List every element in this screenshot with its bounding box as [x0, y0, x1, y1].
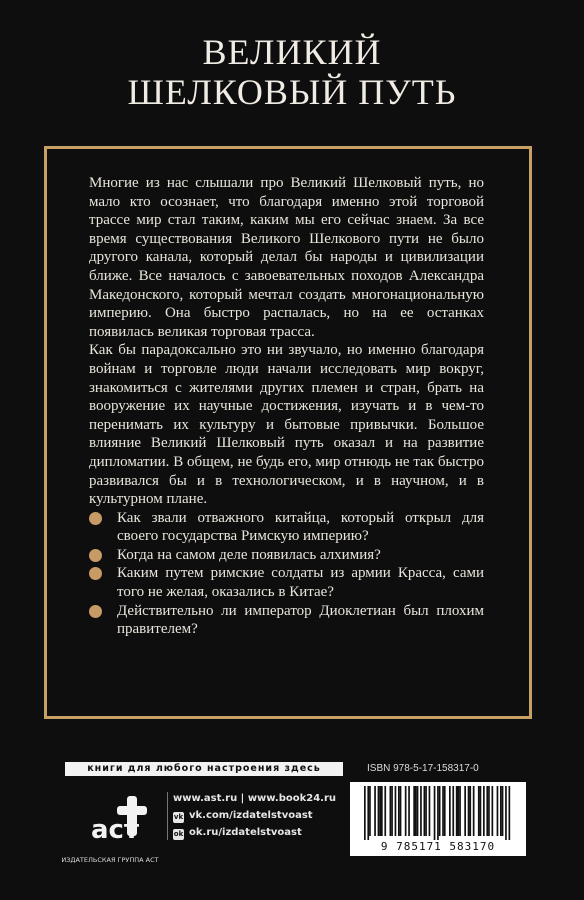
barcode-bar [439, 786, 441, 836]
barcode-bar [415, 786, 417, 836]
barcode-bars-icon [350, 782, 526, 842]
barcode-bar [449, 786, 451, 836]
ok-link-text: ok.ru/izdatelstvoast [189, 827, 302, 838]
barcode-bar [364, 786, 366, 840]
barcode-bar [458, 786, 460, 836]
barcode-bar [384, 786, 386, 836]
ok-link[interactable] [173, 824, 336, 841]
publisher-caption: ИЗДАТЕЛЬСКАЯ ГРУППА АСТ [61, 856, 159, 864]
barcode-bar [408, 786, 410, 836]
barcode-bar [486, 786, 488, 836]
barcode-bar [413, 786, 415, 836]
question-item [89, 564, 484, 601]
barcode-bar [444, 786, 446, 836]
barcode-bar [452, 786, 454, 836]
title-line-2: ШЕЛКОВЫЙ ПУТЬ [127, 72, 457, 112]
barcode-bar [480, 786, 482, 836]
barcode-bar [434, 786, 436, 840]
barcode-bar [459, 786, 461, 836]
barcode-bar [502, 786, 504, 836]
bullet-dot-icon [89, 512, 102, 525]
vk-link-text: vk.com/izdatelstvoast [189, 810, 313, 821]
barcode-bar [395, 786, 397, 836]
barcode-bar [424, 786, 426, 836]
title-line-1: ВЕЛИКИЙ [202, 32, 382, 72]
barcode-bar [483, 786, 485, 836]
websites-link[interactable]: www.ast.ru | www.book24.ru [173, 793, 337, 804]
barcode-bar [390, 786, 392, 836]
blurb-paragraph-2: Как бы парадоксально это ни звучало, но именно благодаря войнам и торговле люди начали исследовать мир вокруг, знакомиться с жителями других племен и стран, брать на вооружение их научные достижения, изучать и в чем-то перенимать их культуру и бытовые привычки. Большое влияние Великий Шелковый путь оказал и на развитие дипломатии. В общем, не будь его, мир отнюдь не так быстро развивался бы и в технологическом, и в научном, и в культурном плане. [89, 342, 484, 508]
barcode-bar [488, 786, 490, 836]
bullet-dot-icon [89, 549, 102, 562]
bullet-dot-icon [89, 567, 102, 580]
blurb-paragraph-1: Многие из нас слышали про Великий Шелковый путь, но мало кто осознает, что благодаря именно этой торговой трассе мир стал таким, каким мы его сейчас знаем. За все время существования Великого Шелкового пути не было другого канала, который делал бы народы и цивилизации ближе. Все началось с завоевательных походов Александра Македонского, который мечтал создать многонациональную империю. Она быстро распалась, но на ее останках появилась великая торговая трасса. [89, 175, 484, 340]
logo-wordmark: аст [91, 815, 140, 845]
barcode-bar [429, 786, 431, 836]
publisher-links [173, 790, 336, 841]
barcode-bar [469, 786, 471, 836]
question-text: Действительно ли император Диоклетиан был плохим правителем? [117, 602, 484, 638]
question-list [89, 509, 484, 639]
barcode-bar [500, 786, 502, 836]
barcode-bar [509, 786, 511, 840]
divider [167, 792, 168, 840]
barcode-bar [468, 786, 470, 836]
barcode-bar [492, 786, 494, 836]
barcode [350, 782, 526, 856]
barcode-bar [497, 786, 499, 836]
barcode-bar [369, 786, 371, 836]
question-text: Когда на самом деле появилась алхимия? [117, 546, 381, 563]
barcode-bar [405, 786, 407, 836]
isbn-number: ISBN 978-5-17-158317-0 [367, 763, 479, 774]
barcode-bar [473, 786, 475, 836]
barcode-bar [437, 786, 439, 840]
barcode-bar [378, 786, 380, 836]
vk-icon: vk [173, 813, 184, 821]
question-item [89, 509, 484, 546]
barcode-bar [374, 786, 376, 836]
barcode-bar [464, 786, 466, 836]
barcode-bar [456, 786, 458, 836]
barcode-bar [417, 786, 419, 836]
barcode-bar [398, 786, 400, 836]
publisher-footer [55, 760, 545, 880]
barcode-bar [478, 786, 480, 836]
ok-icon: ok [173, 830, 184, 838]
ast-logo-icon [55, 790, 165, 854]
slogan-banner: книги для любого настроения здесь [65, 762, 343, 776]
barcode-bar [442, 786, 444, 836]
book-title [0, 32, 584, 112]
question-item [89, 602, 484, 639]
barcode-digits: 9 785171 583170 [380, 840, 496, 853]
barcode-bar [400, 786, 402, 836]
barcode-bar [379, 786, 381, 836]
barcode-bar [381, 786, 383, 836]
question-text: Как звали отважного китайца, который открыл для своего государства Римскую империю? [117, 509, 484, 545]
barcode-bar [367, 786, 369, 840]
question-text: Каким путем римские солдаты из армии Красса, сами того не желая, оказались в Китае? [117, 565, 484, 601]
barcode-bar [425, 786, 427, 836]
barcode-bar [420, 786, 422, 836]
vk-link[interactable] [173, 807, 336, 824]
blurb [89, 174, 484, 639]
barcode-bar [391, 786, 393, 836]
question-item [89, 546, 484, 565]
publisher-logo [55, 790, 165, 880]
bullet-dot-icon [89, 605, 102, 618]
barcode-bar [505, 786, 507, 840]
